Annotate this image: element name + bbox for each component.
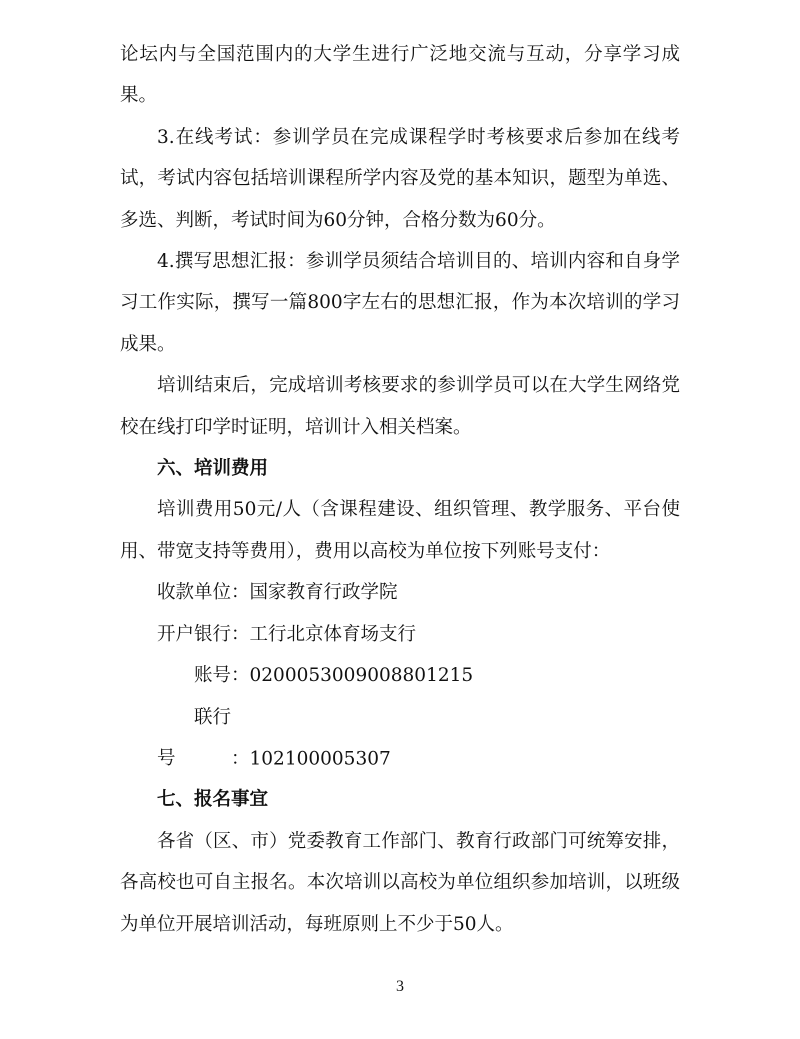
paragraph-thought-report: 4.撰写思想汇报：参训学员须结合培训目的、培训内容和自身学习工作实际，撰写一篇800字左右的思想汇报，作为本次培训的学习成果。 xyxy=(120,251,680,355)
payee-value: 国家教育行政学院 xyxy=(249,582,398,604)
payment-payee-line xyxy=(120,572,680,613)
paragraph-fee-details: 培训费用50元/人（含课程建设、组织管理、教学服务、平台使用、带宽支持等费用），费用以高校为单位按下列账号支付： xyxy=(120,499,680,562)
payee-label: 收款单位： xyxy=(157,582,250,604)
account-value: 0200053009008801215 xyxy=(249,665,474,687)
account-label: 账号 xyxy=(194,665,232,687)
section-heading-registration: 七、报名事宜 xyxy=(157,789,269,811)
page-number: 3 xyxy=(396,978,404,995)
paragraph-training-completion: 培训结束后，完成培训考核要求的参训学员可以在大学生网络党校在线打印学时证明，培训计入相关档案。 xyxy=(120,375,680,438)
paragraph-online-exam: 3.在线考试：参训学员在完成课程学时考核要求后参加在线考试，考试内容包括培训课程所学内容及党的基本知识，题型为单选、多选、判断，考试时间为60分钟，合格分数为60分。 xyxy=(120,126,680,231)
paragraph-registration-details: 各省（区、市）党委教育工作部门、教育行政部门可统筹安排，各高校也可自主报名。本次培训以高校为单位组织参加培训，以班级为单位开展培训活动，每班原则上不少于50人。 xyxy=(120,830,680,935)
payment-routing-line xyxy=(120,697,680,780)
bank-label: 开户银行： xyxy=(157,623,250,645)
paragraph-forum-exchange: 论坛内与全国范围内的大学生进行广泛地交流与互动，分享学习成果。 xyxy=(120,44,680,107)
account-colon: ： xyxy=(231,665,250,687)
payment-account-line xyxy=(120,655,680,696)
document-body xyxy=(120,34,680,945)
payment-bank-line xyxy=(120,614,680,655)
routing-label: 联行号 xyxy=(157,706,232,769)
routing-colon: ： xyxy=(231,747,250,769)
bank-value: 工行北京体育场支行 xyxy=(249,623,417,645)
section-heading-training-fees: 六、培训费用 xyxy=(157,458,269,480)
routing-value: 102100005307 xyxy=(249,747,391,769)
